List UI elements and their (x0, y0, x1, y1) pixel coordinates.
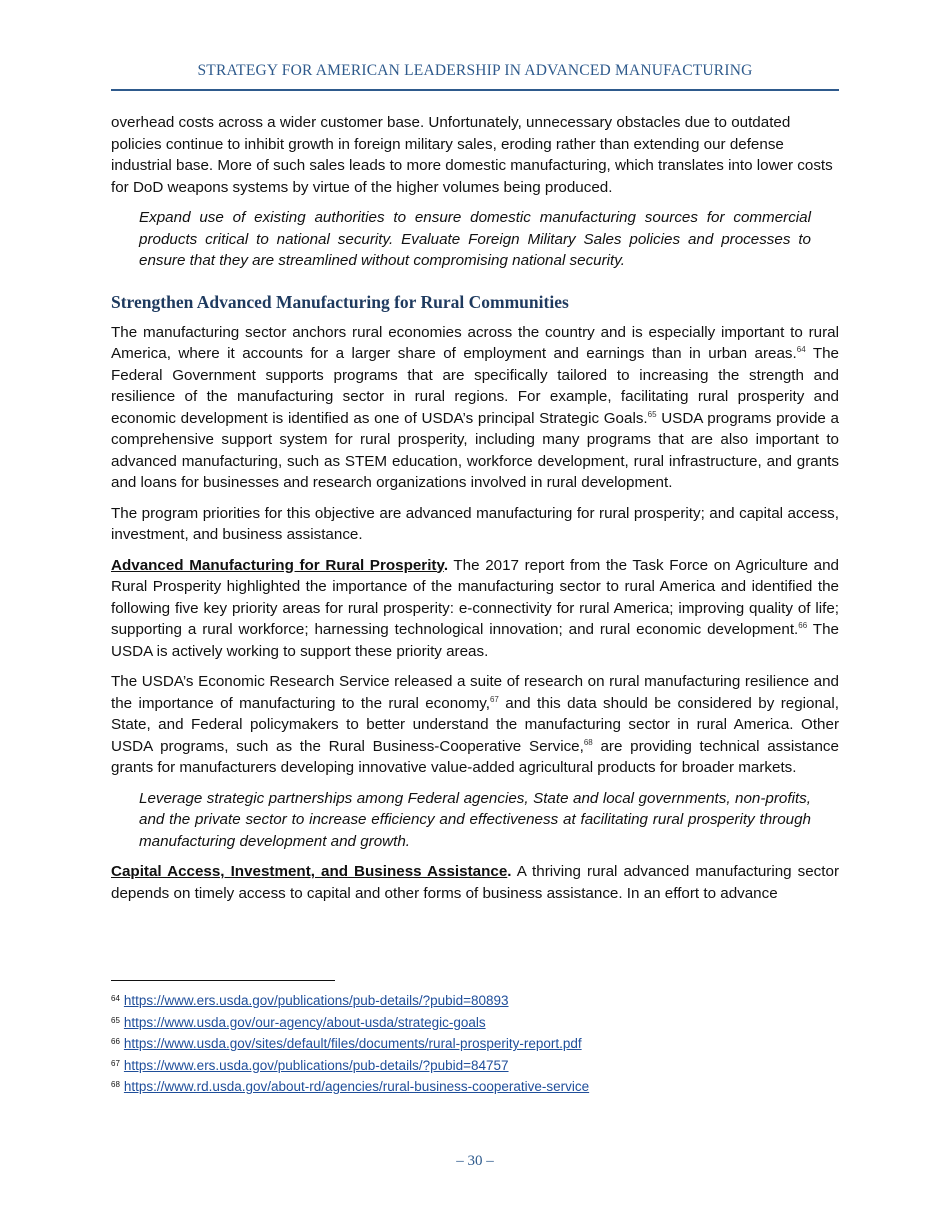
period: . (507, 863, 512, 880)
footnote-number: 67 (111, 1058, 120, 1068)
running-header: STRATEGY FOR AMERICAN LEADERSHIP IN ADVANCED MANUFACTURING (197, 62, 753, 79)
text-segment: The USDA is actively working to support these priority areas. (111, 621, 839, 660)
paragraph-foreign-military-sales: overhead costs across a wider customer base. Unfortunately, unnecessary obstacles due to outdated policies continue to inhibit growth in foreign military sales, eroding rather than extending our defense industrial base. More of such sales leads to more domestic manufacturing, which translates into lower costs for DoD weapons systems by virtue of the higher volumes being produced. (111, 114, 833, 196)
footnote-link[interactable]: https://www.usda.gov/our-agency/about-usda/strategic-goals (123, 1014, 486, 1030)
lead-in-rural-prosperity: Advanced Manufacturing for Rural Prosperity (111, 556, 444, 574)
footnote-ref-68[interactable]: 68 (583, 737, 593, 747)
footnote-ref-67[interactable]: 67 (489, 694, 499, 704)
text-segment: are providing technical assistance grants for manufacturers developing innovative value-added agricultural products for broader markets. (111, 737, 839, 776)
period: . (443, 556, 449, 574)
lead-in-capital-access: Capital Access, Investment, and Business Assistance (111, 863, 508, 880)
text-segment: The USDA’s Economic Research Service released a suite of research on rural manufacturing resilience and the importance of manufacturing to the rural economy, (111, 673, 839, 712)
footnote-separator (111, 980, 335, 981)
paragraph-program-priorities: The program priorities for this objective are advanced manufacturing for rural prosperity; and capital access, investment, and business assistance. (111, 504, 839, 543)
footnote-number: 68 (111, 1080, 120, 1089)
footnote-ref-66[interactable]: 66 (798, 621, 808, 630)
footnote-number: 65 (111, 1015, 120, 1025)
footnote-link[interactable]: https://www.ers.usda.gov/publications/pub-details/?pubid=84757 (123, 1057, 509, 1073)
footnote-ref-65[interactable]: 65 (647, 409, 657, 419)
page-number: – 30 – (456, 1153, 494, 1169)
footnote-link[interactable]: https://www.rd.usda.gov/about-rd/agencies/rural-business-cooperative-service (123, 1079, 590, 1094)
main-content (111, 112, 839, 913)
footnote-item (111, 1011, 839, 1033)
header-rule (111, 89, 839, 91)
text-segment: The manufacturing sector anchors rural economies across the country and is especially important to rural America, where it accounts for a larger share of employment and earnings than in urban areas. (111, 323, 839, 362)
priority-quote-national-security: Expand use of existing authorities to ensure domestic manufacturing sources for commercial products critical to national security. Evaluate Foreign Military Sales policies and processes to ensure that they are streamlined without compromising national security. (139, 209, 811, 269)
text-segment: The Federal Government supports programs that are specifically tailored to increasing the strength and resilience of the manufacturing sector in rural regions. For example, facilitating rural prosperity and economic development is identified as one of USDA’s principal Strategic Goals. (111, 345, 839, 427)
footnote-item (111, 1075, 839, 1097)
paragraph-economic-research-service (111, 671, 839, 779)
text-segment: The 2017 report from the Task Force on Agriculture and Rural Prosperity highlighted the importance of the manufacturing sector to rural America and identified the following five key priority areas for rural prosperity: e-connectivity for rural America; improving quality of life; supporting a rural workforce; harnessing technological innovation; and rural economic development. (111, 556, 839, 638)
paragraph-rural-prosperity (111, 555, 839, 663)
footnote-item (111, 989, 839, 1011)
priority-quote-partnerships: Leverage strategic partnerships among Federal agencies, State and local governments, non-profits, and the private sector to increase efficiency and effectiveness at facilitating rural prosperity through manufacturing development and growth. (139, 789, 811, 850)
footnote-number: 64 (111, 994, 120, 1003)
footnote-link[interactable]: https://www.ers.usda.gov/publications/pub-details/?pubid=80893 (123, 993, 509, 1008)
text-segment: USDA programs provide a comprehensive support system for rural prosperity, including many programs that are also important to advanced manufacturing, such as STEM education, workforce development, rural infrastructure, and grants and loans for businesses and research organizations involved in rural development. (111, 409, 839, 491)
paragraph-capital-access (111, 861, 839, 904)
footnote-link[interactable]: https://www.usda.gov/sites/default/files/documents/rural-prosperity-report.pdf (123, 1036, 582, 1051)
footnote-item (111, 1054, 839, 1076)
text-segment: A thriving rural advanced manufacturing sector depends on timely access to capital and other forms of business assistance. In an effort to advance (111, 863, 840, 902)
text-segment: and this data should be considered by regional, State, and Federal policymakers to better understand the manufacturing sector in rural America. Other USDA programs, such as the Rural Business-Cooperative Service, (111, 694, 839, 755)
footnotes (111, 989, 839, 1097)
footnote-ref-64[interactable]: 64 (796, 345, 806, 354)
footnote-number: 66 (111, 1037, 120, 1046)
paragraph-rural-economies (111, 322, 839, 494)
section-title: Strengthen Advanced Manufacturing for Rural Communities (111, 291, 569, 312)
footnote-item (111, 1032, 839, 1054)
